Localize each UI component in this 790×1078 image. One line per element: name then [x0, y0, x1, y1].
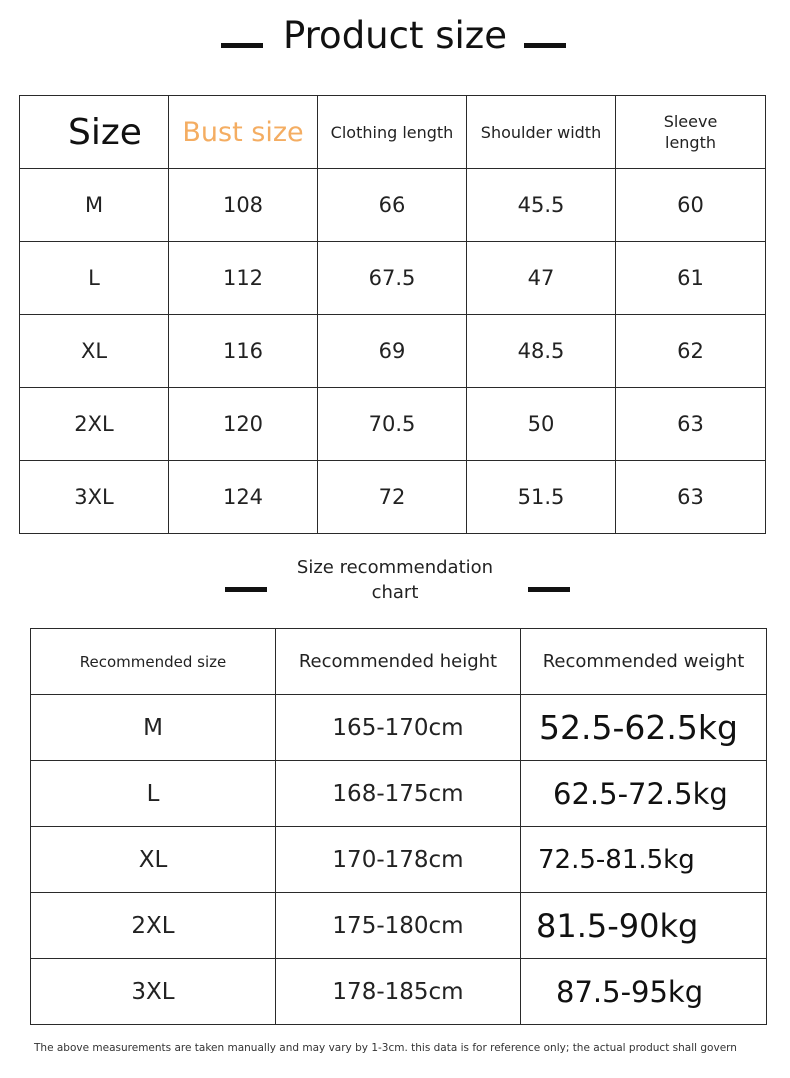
header-recommended-size: Recommended size — [31, 629, 276, 695]
cell-sleeve: 63 — [616, 461, 766, 534]
cell-bust: 116 — [169, 315, 318, 388]
cell-bust: 120 — [169, 388, 318, 461]
cell-recommended-size: M — [31, 695, 276, 761]
cell-recommended-size: 3XL — [31, 959, 276, 1025]
cell-length: 66 — [318, 169, 467, 242]
cell-recommended-weight: 52.5-62.5kg — [521, 695, 767, 761]
footnote: The above measurements are taken manually and may vary by 1-3cm. this data is for reference only; the actual product shall govern — [34, 1042, 737, 1054]
header-sleeve-length: Sleeve length — [616, 96, 766, 169]
cell-sleeve: 60 — [616, 169, 766, 242]
table-row — [31, 827, 767, 893]
cell-size: XL — [20, 315, 169, 388]
header-size: Size — [20, 96, 169, 169]
size-table — [19, 95, 766, 534]
cell-bust: 124 — [169, 461, 318, 534]
table-row — [20, 315, 766, 388]
table-row — [20, 461, 766, 534]
cell-recommended-weight: 72.5-81.5kg — [521, 827, 767, 893]
cell-shoulder: 48.5 — [467, 315, 616, 388]
title-bar-right — [524, 43, 566, 48]
header-shoulder-width: Shoulder width — [467, 96, 616, 169]
cell-length: 70.5 — [318, 388, 467, 461]
table-row — [31, 959, 767, 1025]
cell-size: 3XL — [20, 461, 169, 534]
cell-recommended-height: 168-175cm — [276, 761, 521, 827]
cell-recommended-height: 178-185cm — [276, 959, 521, 1025]
cell-sleeve: 61 — [616, 242, 766, 315]
subtitle-bar-right — [528, 587, 570, 592]
cell-recommended-weight: 81.5-90kg — [521, 893, 767, 959]
table-row — [31, 893, 767, 959]
header-bust-size: Bust size — [169, 96, 318, 169]
header-recommended-height: Recommended height — [276, 629, 521, 695]
cell-shoulder: 51.5 — [467, 461, 616, 534]
cell-bust: 108 — [169, 169, 318, 242]
recommendation-table — [30, 628, 767, 1025]
cell-length: 72 — [318, 461, 467, 534]
cell-bust: 112 — [169, 242, 318, 315]
cell-recommended-size: 2XL — [31, 893, 276, 959]
cell-recommended-height: 175-180cm — [276, 893, 521, 959]
cell-recommended-weight: 62.5-72.5kg — [521, 761, 767, 827]
page-title: Product size — [283, 14, 507, 57]
cell-shoulder: 45.5 — [467, 169, 616, 242]
size-table-header-row — [20, 96, 766, 169]
cell-recommended-height: 170-178cm — [276, 827, 521, 893]
cell-size: M — [20, 169, 169, 242]
cell-recommended-size: L — [31, 761, 276, 827]
cell-length: 67.5 — [318, 242, 467, 315]
cell-size: L — [20, 242, 169, 315]
cell-size: 2XL — [20, 388, 169, 461]
table-row — [20, 169, 766, 242]
cell-recommended-weight: 87.5-95kg — [521, 959, 767, 1025]
table-row — [20, 242, 766, 315]
cell-recommended-height: 165-170cm — [276, 695, 521, 761]
table-row — [20, 388, 766, 461]
table-row — [31, 761, 767, 827]
cell-shoulder: 47 — [467, 242, 616, 315]
cell-sleeve: 62 — [616, 315, 766, 388]
header-clothing-length: Clothing length — [318, 96, 467, 169]
cell-sleeve: 63 — [616, 388, 766, 461]
recommendation-title: Size recommendation chart — [296, 557, 494, 603]
cell-shoulder: 50 — [467, 388, 616, 461]
subtitle-bar-left — [225, 587, 267, 592]
recommendation-header-row — [31, 629, 767, 695]
table-row — [31, 695, 767, 761]
cell-length: 69 — [318, 315, 467, 388]
header-recommended-weight: Recommended weight — [521, 629, 767, 695]
cell-recommended-size: XL — [31, 827, 276, 893]
